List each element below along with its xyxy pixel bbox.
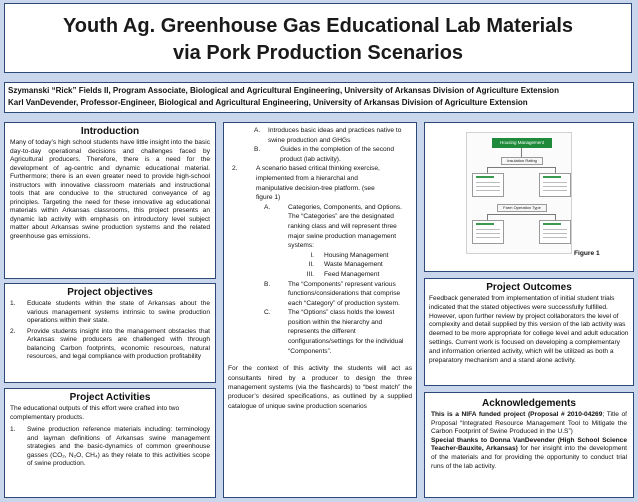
poster-title-line-1: Youth Ag. Greenhouse Gas Educational Lab Materials [62,15,574,37]
roman-label: III. [306,270,314,278]
acknowledgements-heading: Acknowledgements [482,398,576,409]
thanks-rest: for her insight into the development of the materials and for providing the opportunity to conduct trial runs of the lab activity. [431,445,627,470]
list-label: A. [264,203,271,211]
objective-number: 1. [10,300,16,307]
outcomes-text: Feedback generated from implementation of initial student trials indicated that the stated objectives were successfully fulfilled. However, upon further review by project collaborators the level of complexity and detail supplied by this version of the lab activity was deemed to be more appropriate for college level and adult education settings. Current work is focused on developing a complementary and information oriented activity, which will be utilized as both a preparatory mechanism and a stand alone activity. [429,295,629,364]
decision-tree-figure [466,132,572,254]
list-item [228,203,412,251]
option-card [539,173,571,197]
outcomes-panel [424,278,634,386]
option-card [472,173,504,197]
activities-continued-panel [223,122,417,498]
list-text: Categories, Components, and Options. The “Categories” are the designated ranking class and will represent three major swine production management systems: [288,203,402,250]
objective-item [10,300,210,326]
poster-title-box [4,3,632,73]
acknowledgements-panel [424,392,634,498]
list-text: Introduces basic ideas and practices native to swine production and GHGs [268,127,402,144]
authors-box [4,82,634,113]
figure-caption: Figure 1 [574,250,600,257]
introduction-text: Many of today’s high school students have little insight into the basic day-to-day operational decisions and challenges faced by Agricultural producers. Therefore, there is a need for the development of ag-centric and dynamic educational material. Furthermore; there is an even greater need to provide high-school instructors with innovative classroom materials and instructional tools that are conducive to the structured conveyance of ag principles. Targeting the need for these innovative ag educational materials within Arkansas classrooms, this project presents an dynamic lab activity with emphasis on introductory level subject matter about Arkansas swine production systems and the related greenhouse gas emissions. [10,139,210,240]
nifa-title: ; Title of Proposal “Integrated Resource Management Tool to Mitigate the Carbon Footprint of Swine Produced in the U.S”) [431,411,627,436]
roman-label: I. [310,251,314,259]
objectives-heading: Project objectives [67,287,153,298]
list-item [228,270,412,280]
figure-label-box: Insulation Rating [501,157,543,165]
objective-item [10,328,210,362]
outcomes-heading: Project Outcomes [486,282,572,293]
activities-panel [4,388,216,498]
thanks-note: Special thanks to Donna VanDevender (High School Science Teacher-Bauxite, Arkansas) [431,436,627,453]
author-line-2: Karl VanDevender, Professor-Engineer, Biological and Agricultural Engineering, University of Arkansas Division of Agriculture Extension [8,98,528,107]
roman-text: Housing Management [324,251,389,259]
activities-intro: The educational outputs of this effort were crafted into two complementary products. [10,405,180,421]
list-text: A scenario based critical thinking exercise, implemented from a hierarchal and manipulative decision-tree platform. (see figure 1) [256,165,380,202]
figure-label-box: Farm Operation Type [497,204,547,212]
activities-heading: Project Activities [69,392,151,403]
list-item [228,280,412,309]
nifa-note: This is a NIFA funded project (Proposal # 2010-04269 [431,411,603,418]
connector-line [487,167,555,168]
list-label: 2. [232,165,238,173]
objective-text: Educate students within the state of Arkansas about the various management systems intrinsic to swine production operations within their state. [27,300,210,324]
list-item [228,308,412,356]
list-text: The “Components” represent various functions/considerations that comprise each “Category” of production system. [288,280,401,307]
roman-label: II. [308,261,314,269]
acknowledgements-paragraph-1 [425,411,633,437]
list-item [228,164,412,202]
activities-item-text: Swine production reference materials including: terminology and layman definitions of Arkansas swine management strategies and the basic-dynamics of common greenhouse gasses (CO₂, N₂O, CH₄) as they relate to this activities scope of swine production. [27,426,210,467]
roman-text: Waste Management [324,261,383,269]
option-card [472,220,504,244]
list-text: Guides in the completion of the second product (lab activity). [280,146,394,163]
list-label: B. [264,280,271,288]
list-label: C. [264,309,271,317]
list-label: B. [254,146,261,154]
closing-paragraph: For the context of this activity the students will act as consultants hired by a producer to design the three management systems (via the flashcards) to “best match” the producer’s desired specifications, as outlined by a supplied catalogue of unique swine production scenarios [228,365,412,410]
objective-text: Provide students insight into the management obstacles that Arkansas swine producers are challenged with through balancing Carbon footprints, economic resources, natural resources, and legal compliance with production profitability [27,327,210,360]
list-item [228,251,412,261]
list-item [228,126,412,145]
list-label: A. [254,127,261,134]
poster-title-line-2: via Pork Production Scenarios [172,42,464,64]
list-item [228,145,412,164]
option-card [539,220,571,244]
connector-line [487,214,555,215]
introduction-heading: Introduction [80,126,140,137]
introduction-panel [4,122,216,279]
connector-line [521,148,522,157]
objectives-panel [4,283,216,383]
activities-item-number: 1. [10,426,16,433]
objective-number: 2. [10,327,16,335]
acknowledgements-paragraph-2 [425,437,633,471]
roman-text: Feed Management [324,270,380,278]
author-line-1: Szymanski “Rick” Fields II, Program Associate, Biological and Agricultural Engineering, University of Arkansas Division of Agriculture Extension [8,86,559,95]
activities-item [5,422,215,469]
figure-banner: Housing Management [492,138,552,148]
list-item [228,260,412,270]
list-text: The “Options” class holds the lowest position within the hierarchy and represents the different configurations/settings for the individual “Components”. [288,309,404,355]
